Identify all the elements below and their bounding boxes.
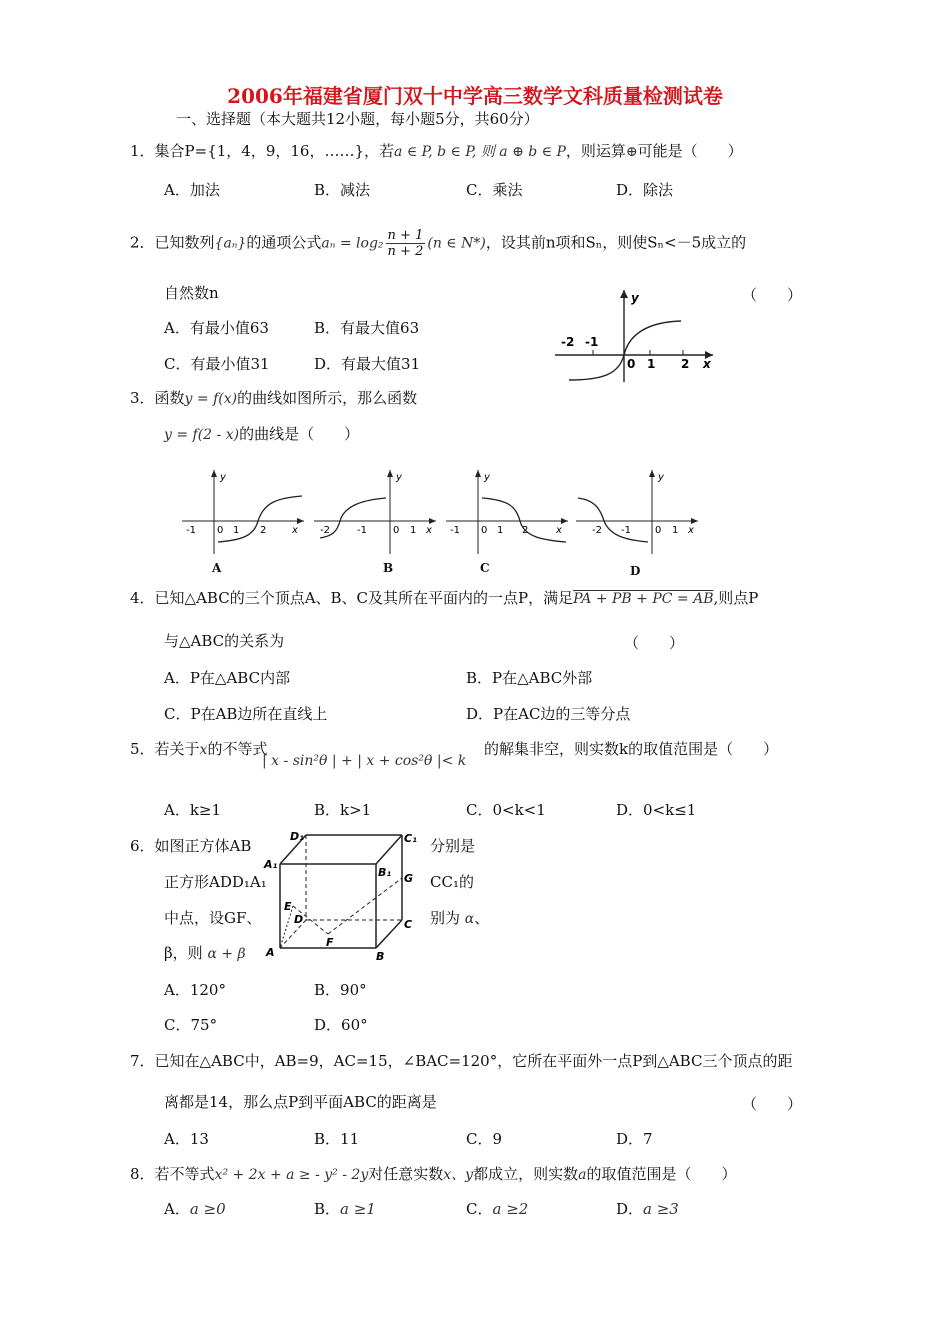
- q3-graph-b: [312, 466, 442, 556]
- svg-text:0: 0: [217, 525, 224, 536]
- fx-graph: [553, 284, 723, 384]
- q6-line2-b: CC₁的: [430, 873, 474, 891]
- q8-option-c: C．a ≥2: [466, 1200, 529, 1218]
- q2-stem-line1: 2．已知数列{aₙ}的通项公式aₙ = log₂ $\frac{n + 1}{n + 2}$ (n ∈ N*)，设其前n项和Sₙ，则使Sₙ<－5成立的: [130, 228, 747, 259]
- svg-text:2: 2: [522, 525, 529, 536]
- q7-stem-line1: 7．已知在△ABC中，AB=9，AC=15，∠BAC=120°，它所在平面外一点P到△ABC三个顶点的距: [130, 1052, 793, 1070]
- q8-stem: 8．若不等式x² + 2x + a ≥ - y² - 2y对任意实数x、y都成立，则实数a的取值范围是（ ）: [130, 1165, 737, 1183]
- q7-option-d: D．7: [616, 1130, 653, 1148]
- svg-text:C: C: [404, 918, 413, 931]
- svg-text:x: x: [556, 525, 562, 536]
- q7-option-a: A．13: [164, 1130, 209, 1148]
- q8-option-b: B．a ≥1: [314, 1200, 376, 1218]
- q6-line1-b: 分别是: [430, 837, 476, 855]
- q1-option-c: C．乘法: [466, 181, 523, 199]
- q2-option-b: B．有最大值63: [314, 319, 420, 337]
- q7-answer-paren: （ ）: [742, 1095, 803, 1113]
- q3-stem-line1: 3．函数y = f(x)的曲线如图所示，那么函数: [130, 389, 418, 407]
- q4-vector-eq: PA + PB + PC = AB: [573, 591, 714, 607]
- q6-line3-b: 别为 α、: [430, 909, 490, 927]
- q5-inequality: | x - sin²θ | + | x + cos²θ |< k: [262, 753, 467, 769]
- q5-option-d: D．0<k≤1: [616, 801, 697, 819]
- q6-line1-a: 6．如图正方体AB: [130, 837, 252, 855]
- q4-option-c: C．P在AB边所在直线上: [164, 705, 328, 723]
- svg-text:A₁: A₁: [264, 858, 278, 871]
- q6-option-d: D．60°: [314, 1016, 368, 1034]
- svg-text:-2: -2: [592, 525, 602, 536]
- fx-tick-0: 0: [627, 357, 636, 371]
- q8-inequality: x² + 2x + a ≥ - y² - 2y: [214, 1167, 369, 1183]
- q3-label-b: B: [383, 561, 394, 575]
- svg-text:C₁: C₁: [404, 832, 417, 845]
- q3-graph-c: [444, 466, 574, 556]
- q5-option-b: B．k>1: [314, 801, 372, 819]
- q4-option-a: A．P在△ABC内部: [164, 669, 291, 687]
- svg-text:y: y: [658, 472, 664, 483]
- q6-line2-a: 正方形ADD₁A₁: [164, 873, 267, 891]
- q6-option-a: A．120°: [164, 981, 226, 999]
- svg-text:0: 0: [655, 525, 662, 536]
- svg-text:-2: -2: [320, 525, 330, 536]
- q6-option-b: B．90°: [314, 981, 367, 999]
- q5-stem-a: 5．若关于x的不等式: [130, 740, 268, 758]
- svg-text:y: y: [484, 472, 490, 483]
- q6-line4: β，则 α + β: [164, 944, 246, 962]
- svg-text:G: G: [404, 872, 414, 885]
- svg-text:1: 1: [233, 525, 240, 536]
- svg-text:1: 1: [672, 525, 679, 536]
- svg-text:A: A: [266, 946, 275, 959]
- svg-text:D: D: [294, 913, 304, 926]
- q3-label-d: D: [630, 564, 641, 578]
- svg-text:x: x: [292, 525, 298, 536]
- svg-text:y: y: [220, 472, 226, 483]
- q7-option-b: B．11: [314, 1130, 360, 1148]
- fx-tick-2: 2: [681, 357, 690, 371]
- q8-option-a: A．a ≥0: [164, 1200, 226, 1218]
- q1-option-b: B．减法: [314, 181, 371, 199]
- svg-text:y: y: [396, 472, 402, 483]
- q5-option-c: C．0<k<1: [466, 801, 546, 819]
- section-heading: 一、选择题（本大题共12小题，每小题5分，共60分）: [176, 110, 539, 128]
- svg-text:D₁: D₁: [290, 830, 304, 843]
- q2-answer-paren: （ ）: [742, 286, 803, 304]
- svg-text:1: 1: [410, 525, 417, 536]
- svg-text:-1: -1: [186, 525, 196, 536]
- q7-option-c: C．9: [466, 1130, 503, 1148]
- q3-label-a: A: [212, 561, 222, 575]
- q4-answer-paren: （ ）: [624, 634, 685, 652]
- q2-option-a: A．有最小值63: [164, 319, 269, 337]
- svg-text:B₁: B₁: [378, 866, 392, 879]
- q2-option-c: C．有最小值31: [164, 355, 270, 373]
- svg-text:B: B: [376, 950, 385, 962]
- svg-text:-1: -1: [621, 525, 631, 536]
- q1-option-a: A．加法: [164, 181, 220, 199]
- svg-text:E: E: [284, 900, 292, 913]
- svg-text:-1: -1: [450, 525, 460, 536]
- q3-graph-d: [574, 466, 704, 556]
- svg-text:1: 1: [497, 525, 504, 536]
- svg-text:x: x: [426, 525, 432, 536]
- q5-option-a: A．k≥1: [164, 801, 222, 819]
- fx-y-label: y: [631, 291, 639, 305]
- q1-stem: 1．集合P={1，4，9，16，……}，若a ∈ P, b ∈ P, 则 a ⊕ b ∈ P，则运算⊕可能是（ ）: [130, 142, 743, 160]
- q2-stem-line2: 自然数n: [164, 284, 219, 302]
- q4-stem-line1: 4．已知△ABC的三个顶点A、B、C及其所在平面内的一点P，满足PA + PB + PC = AB,则点P: [130, 589, 759, 607]
- q5-stem-c: 的解集非空，则实数k的取值范围是（ ）: [484, 740, 779, 758]
- svg-text:-1: -1: [357, 525, 367, 536]
- page-title: 2006年福建省厦门双十中学高三数学文科质量检测试卷: [227, 84, 723, 108]
- cube-figure: [262, 828, 430, 962]
- q6-line3-a: 中点，设GF、: [164, 909, 262, 927]
- q6-option-c: C．75°: [164, 1016, 218, 1034]
- q1-option-d: D．除法: [616, 181, 674, 199]
- q8-option-d: D．a ≥3: [616, 1200, 679, 1218]
- svg-text:0: 0: [481, 525, 488, 536]
- svg-text:2: 2: [260, 525, 267, 536]
- q3-stem-line2: y = f(2 - x)的曲线是（ ）: [164, 425, 360, 443]
- fx-tick-1: 1: [647, 357, 656, 371]
- q3-label-c: C: [480, 561, 490, 575]
- q2-option-d: D．有最大值31: [314, 355, 421, 373]
- q3-graph-a: [180, 466, 310, 556]
- q1-math: a ∈ P, b ∈ P, 则 a ⊕ b ∈ P: [394, 144, 566, 160]
- fx-tick-neg2: -2: [561, 335, 575, 349]
- q4-stem-line2: 与△ABC的关系为: [164, 632, 285, 650]
- svg-text:0: 0: [393, 525, 400, 536]
- q7-stem-line2: 离都是14，那么点P到平面ABC的距离是: [164, 1093, 437, 1111]
- q4-option-b: B．P在△ABC外部: [466, 669, 593, 687]
- svg-text:x: x: [688, 525, 694, 536]
- fx-x-label: x: [703, 357, 711, 371]
- svg-text:F: F: [326, 936, 334, 949]
- fx-tick-neg1: -1: [585, 335, 599, 349]
- q4-option-d: D．P在AC边的三等分点: [466, 705, 631, 723]
